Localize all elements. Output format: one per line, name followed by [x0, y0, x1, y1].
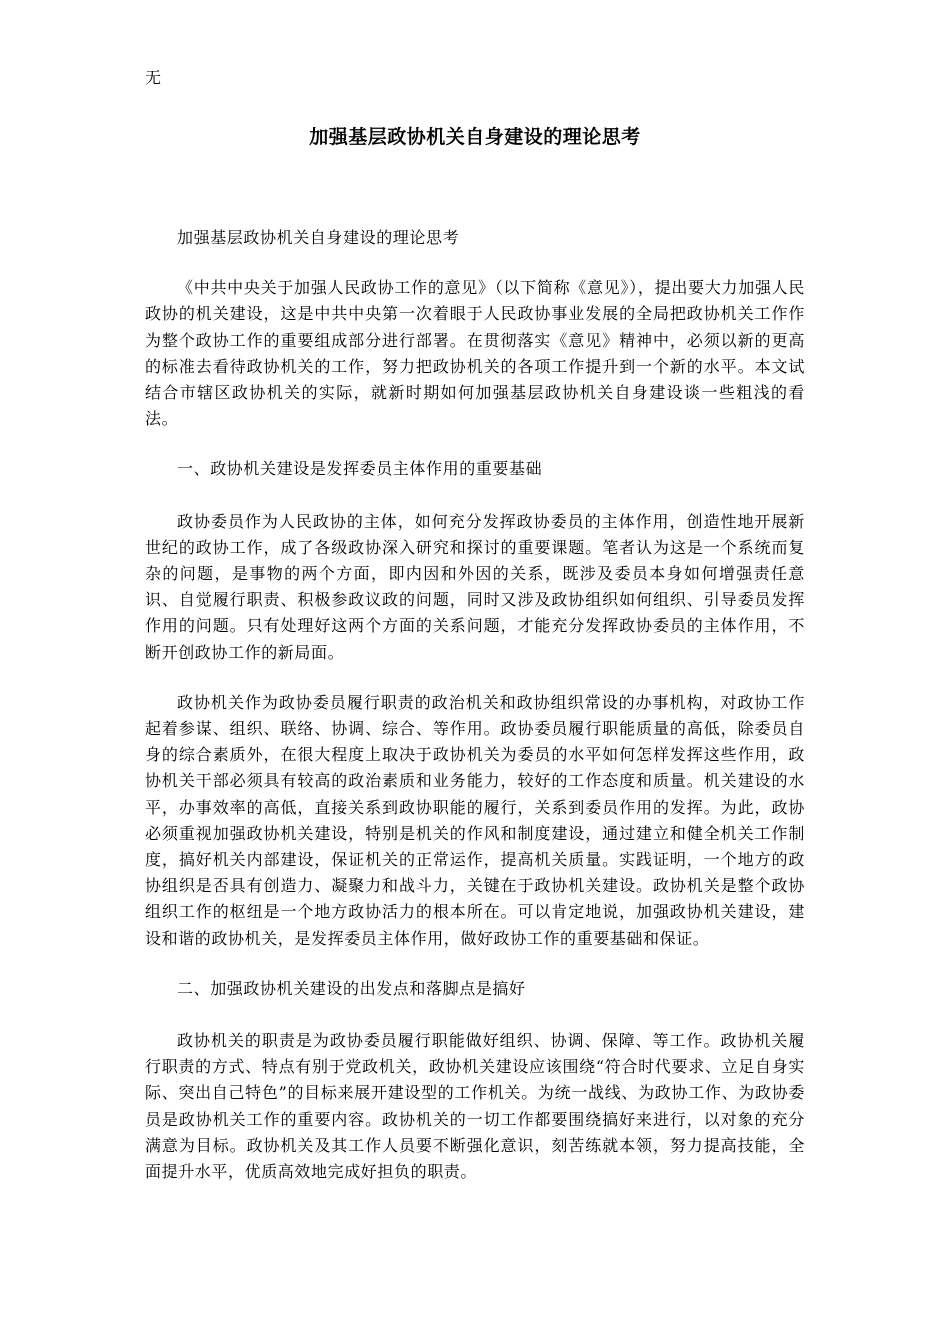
paragraph-section-1a: 政协委员作为人民政协的主体，如何充分发挥政协委员的主体作用，创造性地开展新世纪的政协工作，成了各级政协深入研究和探讨的重要课题。笔者认为这是一个系统而复杂的问题，是事物的两个方面，即内因和外因的关系，既涉及委员本身如何增强责任意识、自觉履行职责、积极参政议政的问题，同时又涉及政协组织如何组织、引导委员发挥作用的问题。只有处理好这两个方面的关系问题，才能充分发挥政协委员的主体作用，不断开创政协工作的新局面。 — [145, 511, 805, 662]
document-title: 加强基层政协机关自身建设的理论思考 — [309, 126, 641, 148]
document-subtitle: 加强基层政协机关自身建设的理论思考 — [177, 228, 460, 247]
document-body — [145, 225, 805, 1209]
header-mark: 无 — [145, 68, 162, 87]
paragraph-intro: 《中共中央关于加强人民政协工作的意见》（以下简称《意见》），提出要大力加强人民政协的机关建设，这是中共中央第一次着眼于人民政协事业发展的全局把政协机关工作作为整个政协工作的重要组成部分进行部署。在贯彻落实《意见》精神中，必须以新的更高的标准去看待政协机关的工作，努力把政协机关的各项工作提升到一个新的水平。本文试结合市辖区政协机关的实际，就新时期如何加强基层政协机关自身建设谈一些粗浅的看法。 — [145, 278, 805, 429]
section-heading-1: 一、政协机关建设是发挥委员主体作用的重要基础 — [177, 459, 543, 479]
paragraph-section-1b: 政协机关作为政协委员履行职责的政治机关和政协组织常设的办事机构，对政协工作起着参谋、组织、联络、协调、综合、等作用。政协委员履行职能质量的高低，除委员自身的综合素质外，在很大程度上取决于政协机关为委员的水平如何怎样发挥这些作用，政协机关干部必须具有较高的政治素质和业务能力，较好的工作态度和质量。机关建设的水平，办事效率的高低，直接关系到政协职能的履行，关系到委员作用的发挥。为此，政协必须重视加强政协机关建设，特别是机关的作风和制度建设，通过建立和健全机关工作制度，搞好机关内部建设，保证机关的正常运作，提高机关质量。实践证明，一个地方的政协组织是否具有创造力、凝聚力和战斗力，关键在于政协机关建设。政协机关是整个政协组织工作的枢纽是一个地方政协活力的根本所在。可以肯定地说，加强政协机关建设，建设和谐的政协机关，是发挥委员主体作用，做好政协工作的重要基础和保证。 — [145, 692, 805, 948]
section-heading-2: 二、加强政协机关建设的出发点和落脚点是搞好 — [177, 978, 526, 998]
paragraph-section-2a: 政协机关的职责是为政协委员履行职能做好组织、协调、保障、等工作。政协机关履行职责的方式、特点有别于党政机关，政协机关建设应该围绕“符合时代要求、立足自身实际、突出自己特色”的目标来展开建设型的工作机关。为统一战线、为政协工作、为政协委员是政协机关工作的重要内容。政协机关的一切工作都要围绕搞好来进行，以对象的充分满意为目标。政协机关及其工作人员要不断强化意识，刻苦练就本领，努力提高技能，全面提升水平，优质高效地完成好担负的职责。 — [145, 1031, 805, 1182]
